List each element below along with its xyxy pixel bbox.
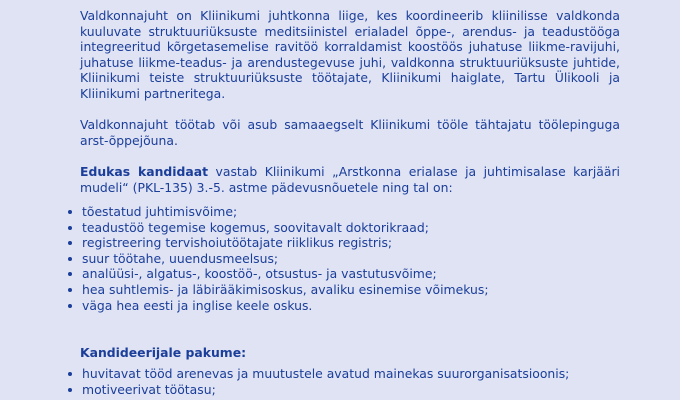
candidate-text: vastab Kliinikumi „Arstkonna erialase ja juhtimisalase karjääri mudeli“ (PKL-135) 3.-5. astme pädevusnõuetele ning tal on: bbox=[80, 164, 620, 195]
bullet-icon bbox=[68, 372, 72, 376]
bullet-icon bbox=[68, 388, 72, 392]
candidate-lead: Edukas kandidaat bbox=[80, 164, 209, 179]
list-item: suur töötahe, uuendusmeelsus; bbox=[66, 251, 626, 267]
list-item: huvitavat tööd arenevas ja muutustele avatud mainekas suurorganisatsioonis; bbox=[66, 366, 626, 382]
bullet-icon bbox=[68, 288, 72, 292]
offer-heading: Kandideerijale pakume: bbox=[80, 345, 247, 360]
bullet-icon bbox=[68, 257, 72, 261]
list-item: tõestatud juhtimisvõime; bbox=[66, 204, 626, 220]
offers-list bbox=[66, 366, 626, 397]
list-item: väga hea eesti ja inglise keele oskus. bbox=[66, 298, 626, 314]
list-item: analüüsi-, algatus-, koostöö-, otsustus- ja vastutusvõime; bbox=[66, 266, 626, 282]
list-item: teadustöö tegemise kogemus, soovitavalt doktorikraad; bbox=[66, 220, 626, 236]
employment-paragraph: Valdkonnajuht töötab või asub samaaegselt Kliinikumi tööle tähtajatu töölepinguga arst-õppejõuna. bbox=[80, 117, 620, 148]
bullet-icon bbox=[68, 304, 72, 308]
requirements-list bbox=[66, 204, 626, 313]
list-item: motiveerivat töötasu; bbox=[66, 382, 626, 398]
candidate-paragraph bbox=[80, 164, 620, 195]
intro-paragraph: Valdkonnajuht on Kliinikumi juhtkonna liige, kes koordineerib kliinilisse valdkonda kuuluvate struktuuriüksuste meditsiinistel erialadel õppe-, arendus- ja teadustööga integreeritud kõrgetasemelise ravitöö korraldamist koostöös juhatuse liikme-ravijuhi, juhatuse liikme-teadus- ja arendustegevuse juhi, valdkonna struktuuriüksuste juhtide, Kliinikumi teiste struktuuriüksuste töötajate, Kliinikumi haiglate, Tartu Ülikooli ja Kliinikumi partneritega. bbox=[80, 8, 620, 101]
bullet-icon bbox=[68, 226, 72, 230]
bullet-icon bbox=[68, 210, 72, 214]
bullet-icon bbox=[68, 241, 72, 245]
list-item: registreering tervishoiutöötajate riiklikus registris; bbox=[66, 235, 626, 251]
bullet-icon bbox=[68, 272, 72, 276]
list-item: hea suhtlemis- ja läbirääkimisoskus, avaliku esinemise võimekus; bbox=[66, 282, 626, 298]
